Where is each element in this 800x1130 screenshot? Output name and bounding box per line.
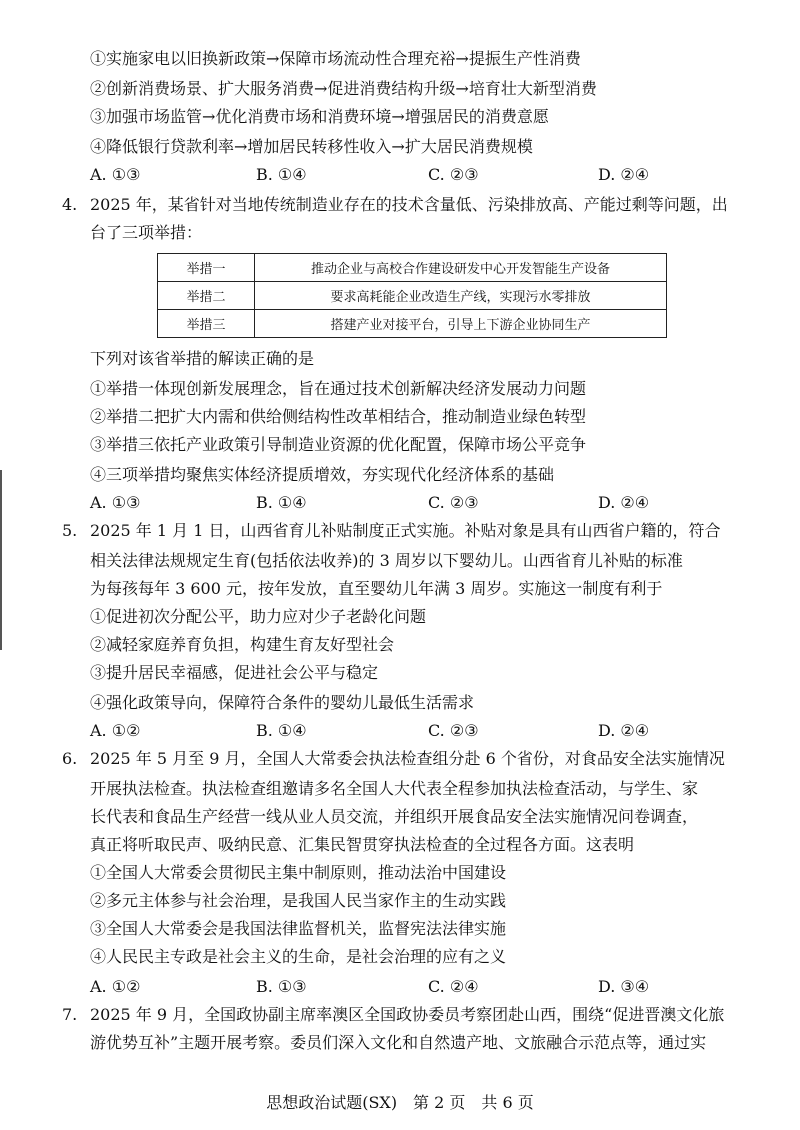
q5-item-1: ①促进初次分配公平，助力应对少子老龄化问题 xyxy=(90,607,427,626)
q4-question: 下列对该省举措的解读正确的是 xyxy=(90,349,315,368)
q3-item-3: ③加强市场监管→优化消费市场和消费环境→增强居民的消费意愿 xyxy=(90,107,549,126)
q6-option-c: C. ②④ xyxy=(428,977,479,996)
q6-stem-line-2: 开展执法检查。执法检查组邀请多名全国人大代表全程参加执法检查活动，与学生、家 xyxy=(90,779,699,798)
q5-item-4: ④强化政策导向，保障符合条件的婴幼儿最低生活需求 xyxy=(90,693,475,712)
q4-item-4: ④三项举措均聚焦实体经济提质增效，夯实现代化经济体系的基础 xyxy=(90,465,555,484)
q6-item-1: ①全国人大常委会贯彻民主集中制原则，推动法治中国建设 xyxy=(90,863,507,882)
q5-option-d: D. ②④ xyxy=(598,721,650,740)
q5-stem-line-2: 相关法律法规规定生育(包括依法收养)的 3 周岁以下婴幼儿。山西省育儿补贴的标准 xyxy=(90,551,683,570)
q4-option-d: D. ②④ xyxy=(598,493,650,512)
q4-item-1: ①举措一体现创新发展理念，旨在通过技术创新解决经济发展动力问题 xyxy=(90,379,587,398)
measure-3-label: 举措三 xyxy=(158,310,255,338)
q6-item-2: ②多元主体参与社会治理，是我国人民当家作主的生动实践 xyxy=(90,891,507,910)
q7-stem-line-2: 游优势互补”主题开展考察。委员们深入文化和自然遗产地、文旅融合示范点等，通过实 xyxy=(90,1033,707,1052)
q7-number: 7. xyxy=(62,1005,78,1024)
q4-stem-line-2: 台了三项举措： xyxy=(90,223,203,242)
q7-stem-line-1 xyxy=(62,1002,724,1028)
q6-stem-line-1 xyxy=(62,746,725,772)
q3-option-a: A. ①③ xyxy=(90,165,141,184)
q6-stem-line-3: 长代表和食品生产经营一线从业人员交流，并组织开展食品安全法实施情况问卷调查， xyxy=(90,807,699,826)
q6-option-d: D. ③④ xyxy=(598,977,650,996)
q3-option-b: B. ①④ xyxy=(256,165,307,184)
q5-item-3: ③提升居民幸福感，促进社会公平与稳定 xyxy=(90,663,379,682)
q5-option-c: C. ②③ xyxy=(428,721,479,740)
q5-item-2: ②减轻家庭养育负担，构建生育友好型社会 xyxy=(90,635,395,654)
page-footer: 思想政治试题(SX) 第 2 页 共 6 页 xyxy=(266,1093,534,1112)
q3-item-1: ①实施家电以旧换新政策→保障市场流动性合理充裕→提振生产性消费 xyxy=(90,49,581,68)
q5-stem-line-3: 为每孩每年 3 600 元，按年发放，直至婴幼儿年满 3 周岁。实施这一制度有利于 xyxy=(90,579,663,598)
q6-option-b: B. ①③ xyxy=(256,977,307,996)
q4-item-2: ②举措二把扩大内需和供给侧结构性改革相结合，推动制造业绿色转型 xyxy=(90,407,587,426)
q4-measures-table xyxy=(157,253,667,338)
table-row xyxy=(158,310,667,338)
measure-2-label: 举措二 xyxy=(158,282,255,310)
q5-stem-line-1 xyxy=(62,518,721,544)
q3-option-d: D. ②④ xyxy=(598,165,650,184)
q5-option-b: B. ①④ xyxy=(256,721,307,740)
q3-item-4: ④降低银行贷款利率→增加居民转移性收入→扩大居民消费规模 xyxy=(90,137,533,156)
q6-item-3: ③全国人大常委会是我国法律监督机关，监督宪法法律实施 xyxy=(90,919,507,938)
q3-item-2: ②创新消费场景、扩大服务消费→促进消费结构升级→培育壮大新型消费 xyxy=(90,79,597,98)
q5-option-a: A. ①② xyxy=(90,721,141,740)
table-row xyxy=(158,282,667,310)
q4-option-a: A. ①③ xyxy=(90,493,141,512)
q6-options xyxy=(90,974,730,1000)
q4-option-b: B. ①④ xyxy=(256,493,307,512)
q4-number: 4. xyxy=(62,195,78,214)
q6-stem-text-1: 2025 年 5 月至 9 月，全国人大常委会执法检查组分赴 6 个省份，对食品安全法实施情况 xyxy=(90,749,725,768)
q5-stem-text-1: 2025 年 1 月 1 日，山西省育儿补贴制度正式实施。补贴对象是具有山西省户籍的，符合 xyxy=(90,521,721,540)
q4-option-c: C. ②③ xyxy=(428,493,479,512)
q6-option-a: A. ①② xyxy=(90,977,141,996)
q3-options xyxy=(90,162,730,188)
measure-1-text: 推动企业与高校合作建设研发中心开发智能生产设备 xyxy=(255,254,667,282)
measure-3-text: 搭建产业对接平台，引导上下游企业协同生产 xyxy=(255,310,667,338)
q4-options xyxy=(90,490,730,516)
q6-number: 6. xyxy=(62,749,78,768)
q7-stem-text-1: 2025 年 9 月，全国政协副主席率澳区全国政协委员考察团赴山西，围绕“促进晋澳文化旅 xyxy=(90,1005,725,1024)
q4-stem-text-1: 2025 年，某省针对当地传统制造业存在的技术含量低、污染排放高、产能过剩等问题，出 xyxy=(90,195,728,214)
measure-1-label: 举措一 xyxy=(158,254,255,282)
scan-margin-line xyxy=(0,470,2,650)
q4-item-3: ③举措三依托产业政策引导制造业资源的优化配置，保障市场公平竞争 xyxy=(90,435,587,454)
q5-number: 5. xyxy=(62,521,78,540)
q4-stem-line-1 xyxy=(62,192,728,218)
table-row xyxy=(158,254,667,282)
q6-stem-line-4: 真正将听取民声、吸纳民意、汇集民智贯穿执法检查的全过程各方面。这表明 xyxy=(90,835,635,854)
q3-option-c: C. ②③ xyxy=(428,165,479,184)
q6-item-4: ④人民民主专政是社会主义的生命，是社会治理的应有之义 xyxy=(90,947,507,966)
q5-options xyxy=(90,718,730,744)
measure-2-text: 要求高耗能企业改造生产线，实现污水零排放 xyxy=(255,282,667,310)
